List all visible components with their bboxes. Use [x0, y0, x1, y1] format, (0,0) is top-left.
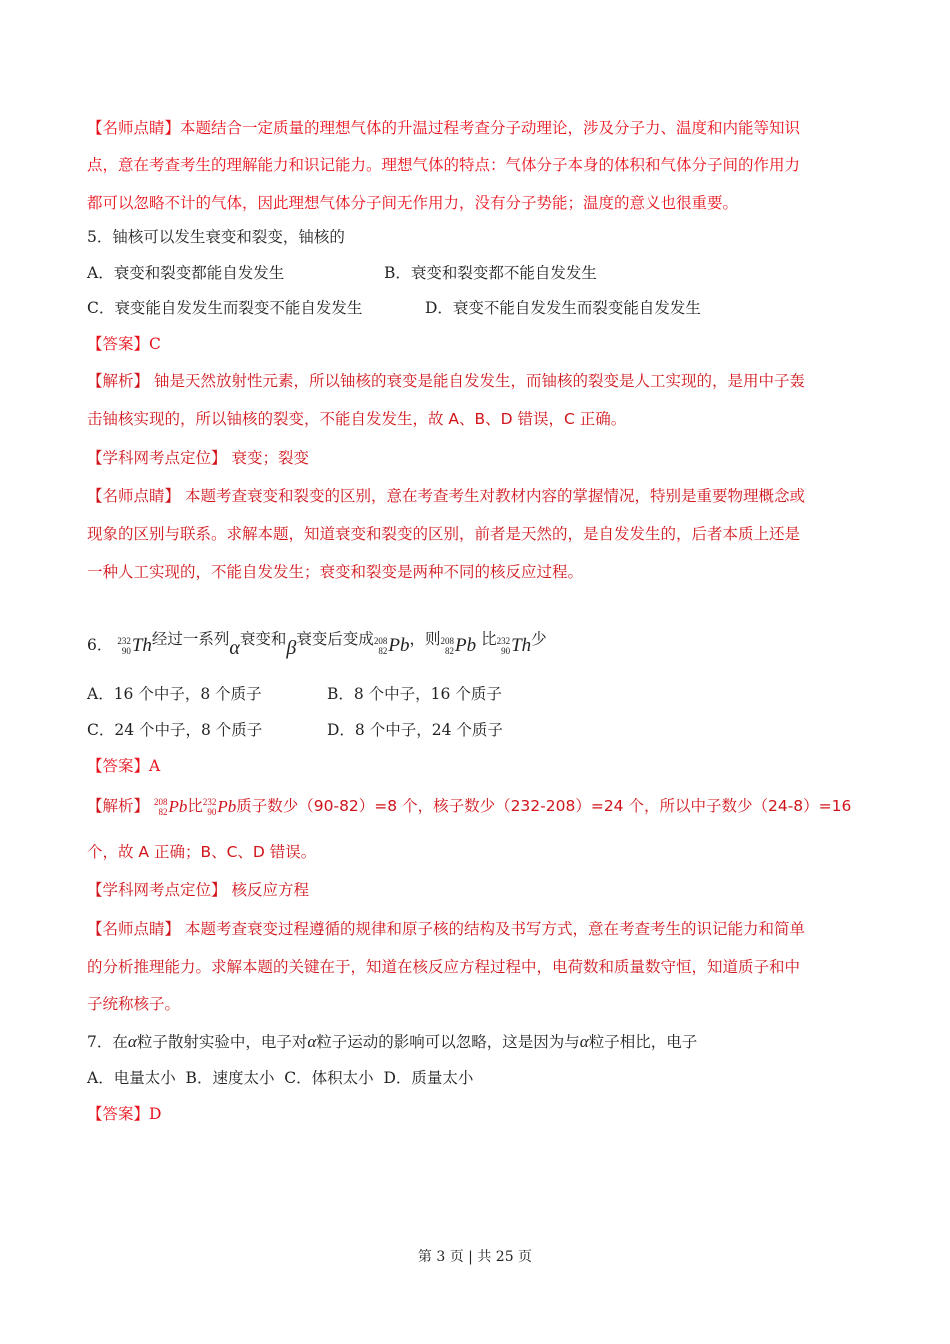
q7-stem [87, 1032, 697, 1052]
text: 7．在 [87, 1033, 128, 1051]
q6-analysis-line-1 [87, 794, 851, 819]
symbol: Pb [217, 796, 237, 816]
q6-option-a: A．16 个中子，8 个质子 [87, 685, 262, 703]
text: 粒子相比，电子 [588, 1033, 698, 1051]
q6-option-d: D．8 个中子，24 个质子 [327, 721, 503, 739]
symbol: Th [511, 635, 532, 656]
nuclide-pb [154, 795, 187, 819]
mass-number: 208 [153, 796, 168, 807]
alpha-symbol: α [127, 1032, 137, 1051]
q5-stem: 5．铀核可以发生衰变和裂变，铀核的 [87, 228, 345, 246]
q5-point [87, 448, 309, 468]
nuclide-pb [441, 633, 477, 659]
atomic-number: 90 [121, 646, 131, 656]
point-text: 核反应方程 [231, 881, 309, 899]
mass-number: 232 [202, 796, 217, 807]
tip-label: 【名师点睛】 [87, 119, 181, 137]
atomic-number: 82 [378, 646, 388, 656]
q6-tip-line-3: 子统称核子。 [87, 995, 181, 1013]
alpha-symbol: α [229, 637, 240, 659]
q6-option-c: C．24 个中子，8 个质子 [87, 721, 263, 739]
analysis-text: 铀是天然放射性元素，所以铀核的衰变是能自发发生，而铀核的裂变是人工实现的，是用中子轰 [153, 372, 805, 390]
q5-option-c: C．衰变能自发发生而裂变不能自发发生 [87, 299, 363, 317]
mass-number: 232 [496, 636, 511, 646]
page-footer: 第 3 页 | 共 25 页 [417, 1249, 533, 1265]
atomic-number: 82 [445, 646, 455, 656]
text: 衰变和 [239, 630, 287, 648]
atomic-number: 90 [207, 806, 217, 817]
beta-symbol: β [286, 637, 297, 659]
q6-tip-line-2: 的分析推理能力。求解本题的关键在于，知道在核反应方程过程中，电荷数和质量数守恒，知道质子和中 [87, 958, 801, 976]
symbol: Th [131, 635, 152, 656]
analysis-label: 【解析】 [87, 797, 150, 815]
tip-label: 【名师点睛】 [87, 920, 181, 938]
nuclide-th [497, 633, 532, 659]
q7-options: A．电量太小 B．速度太小 C．体积太小 D．质量太小 [87, 1069, 474, 1087]
atomic-number: 90 [501, 646, 511, 656]
question-number: 6． [87, 636, 113, 654]
nuclide-th [117, 633, 152, 659]
prev-tip-line-1 [87, 118, 800, 138]
point-label: 【学科网考点定位】 [87, 881, 227, 899]
text: 粒子散射实验中，电子对 [136, 1033, 308, 1051]
alpha-symbol: α [579, 1032, 589, 1051]
symbol: Pb [388, 635, 410, 656]
q6-tip-line-1 [87, 919, 805, 939]
symbol: Pb [168, 796, 188, 816]
analysis-text: 质子数少（90-82）=8 个，核子数少（232-208）=24 个，所以中子数少（24-8）=16 [236, 797, 852, 815]
point-label: 【学科网考点定位】 [87, 449, 227, 467]
q6-analysis-line-2: 个，故 A 正确；B、C、D 错误。 [87, 843, 317, 861]
q5-option-a: A．衰变和裂变都能自发发生 [87, 264, 285, 282]
text: ，则 [409, 630, 441, 648]
mass-number: 208 [373, 636, 388, 646]
nuclide-pb [374, 633, 410, 659]
tip-text: 本题考查衰变和裂变的区别，意在考查考生对教材内容的掌握情况，特别是重要物理概念或 [184, 487, 805, 505]
tip-text: 本题考查衰变过程遵循的规律和原子核的结构及书写方式，意在考查考生的识记能力和简单 [184, 920, 805, 938]
q5-analysis-line-1 [87, 371, 805, 391]
q7-answer: 【答案】D [87, 1105, 162, 1123]
q5-option-b: B．衰变和裂变都不能自发发生 [384, 264, 597, 282]
q6-stem [87, 626, 547, 661]
q5-answer: 【答案】C [87, 335, 161, 353]
q6-answer: 【答案】A [87, 757, 161, 775]
nuclide-th [203, 795, 236, 819]
text: 比 [187, 797, 203, 815]
q6-option-b: B．8 个中子，16 个质子 [327, 685, 502, 703]
point-text: 衰变；裂变 [231, 449, 309, 467]
mass-number: 208 [440, 636, 455, 646]
q5-option-d: D．衰变不能自发发生而裂变能自发发生 [425, 299, 701, 317]
q5-tip-line-2: 现象的区别与联系。求解本题，知道衰变和裂变的区别，前者是天然的，是自发发生的，后者本质上还是 [87, 525, 801, 543]
symbol: Pb [455, 635, 477, 656]
analysis-label: 【解析】 [87, 372, 150, 390]
q6-point [87, 880, 309, 900]
prev-tip-line-2: 点，意在考查考生的理解能力和识记能力。理想气体的特点：气体分子本身的体积和气体分子间的作用力 [87, 156, 801, 174]
q5-tip-line-3: 一种人工实现的，不能自发发生；衰变和裂变是两种不同的核反应过程。 [87, 563, 584, 581]
alpha-symbol: α [307, 1032, 317, 1051]
tip-text: 本题结合一定质量的理想气体的升温过程考查分子动理论，涉及分子力、温度和内能等知识 [180, 119, 801, 137]
mass-number: 232 [117, 636, 131, 646]
text: 经过一系列 [151, 630, 230, 648]
text: 粒子运动的影响可以忽略，这是因为与 [316, 1033, 580, 1051]
text: 少 [531, 630, 547, 648]
q5-tip-line-1 [87, 486, 805, 506]
q5-analysis-line-2: 击铀核实现的，所以铀核的裂变，不能自发发生，故 A、B、D 错误，C 正确。 [87, 410, 627, 428]
atomic-number: 82 [158, 806, 168, 817]
prev-tip-line-3: 都可以忽略不计的气体，因此理想气体分子间无作用力，没有分子势能；温度的意义也很重要。 [87, 194, 739, 212]
tip-label: 【名师点睛】 [87, 487, 181, 505]
text: 衰变后变成 [296, 630, 374, 648]
text: 比 [481, 630, 497, 648]
